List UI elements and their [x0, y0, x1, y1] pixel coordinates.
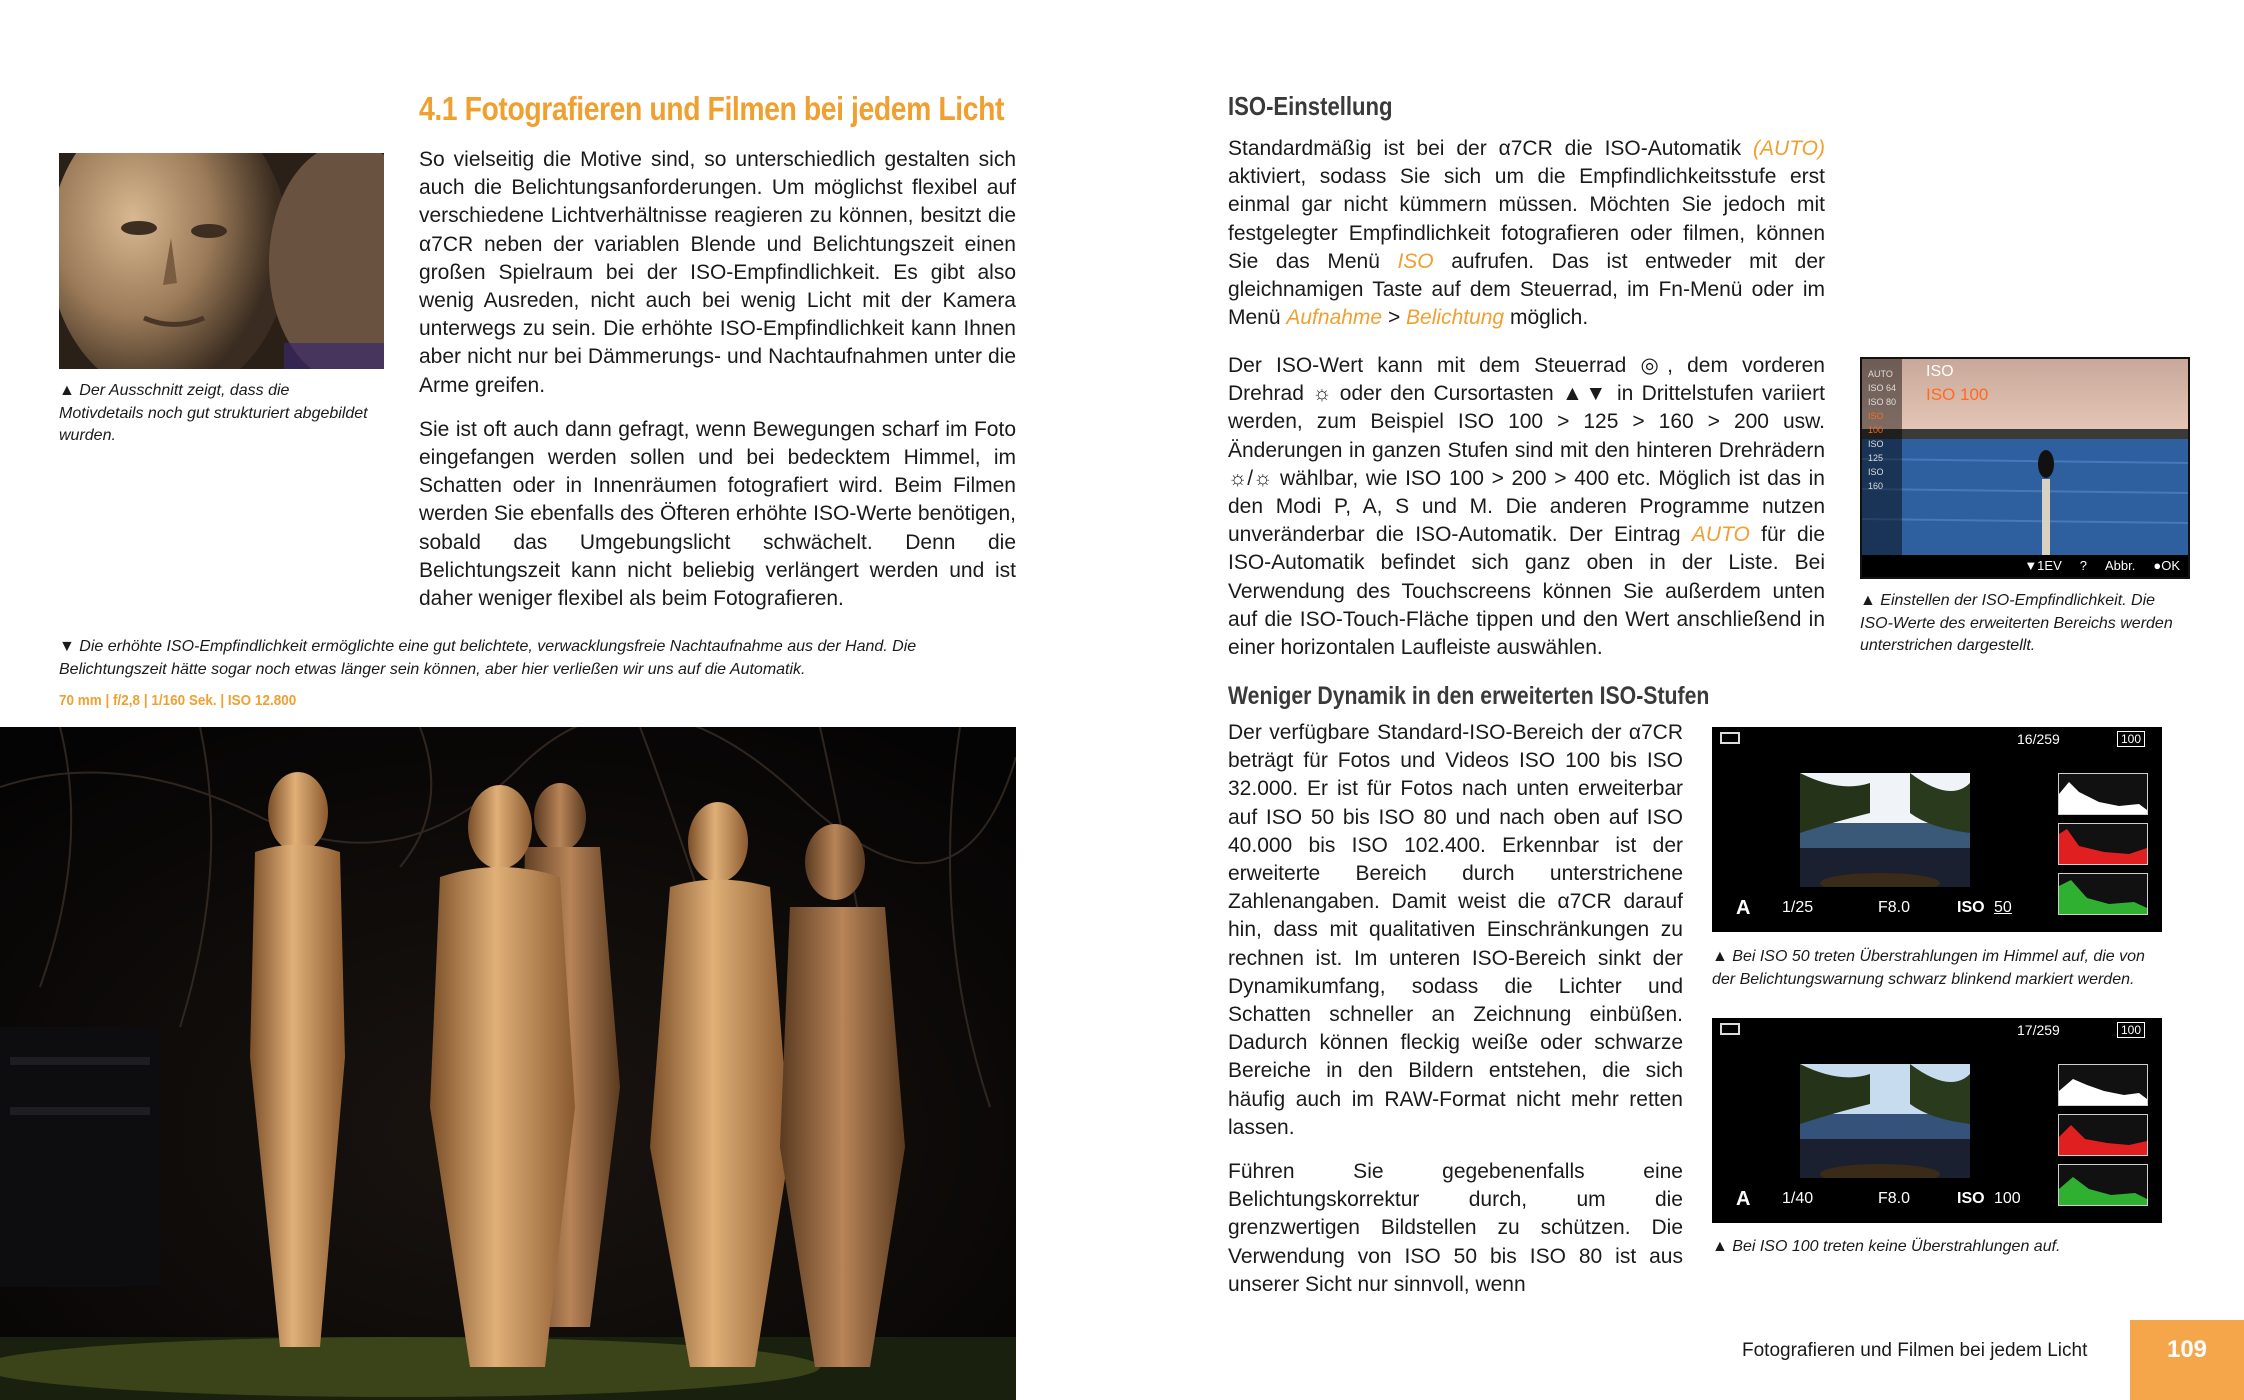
- image-counter: 17/259: [2017, 1022, 2060, 1038]
- iso-body-1: [1228, 135, 1825, 348]
- preview-image: [1800, 1064, 1970, 1178]
- cancel-hint[interactable]: Abbr.: [2105, 558, 2136, 573]
- text-run: aktiviert, sodass Sie sich um die Empfindlichkeitsstufe erst einmal gar nicht kümmern müssen. Möchten Sie jedoch mit festgelegter Empfindlichkeit fotografieren oder filmen, können Sie das Menü: [1228, 165, 1825, 273]
- paragraph: [1228, 352, 1825, 662]
- auto-term: AUTO: [1691, 523, 1750, 547]
- aperture-value: F8.0: [1878, 899, 1911, 916]
- iso-heading: ISO-Einstellung: [1228, 91, 1393, 121]
- help-hint[interactable]: ?: [2079, 558, 2087, 573]
- shutter-speed: 1/40: [1782, 1190, 1814, 1207]
- left-body: [419, 146, 1016, 629]
- exposure-mode: A: [1736, 897, 1751, 919]
- iso-body-2: [1228, 352, 1825, 678]
- photo-caption: ▼ Die erhöhte ISO-Empfindlichkeit ermöglichte eine gut belichtete, verwacklungsfreie Nachtaufnahme aus der Hand. Die Belichtungszeit hätte sogar noch etwas länger sein können, aber hier verließen wir uns auf die Automatik.: [59, 638, 917, 678]
- paragraph: Sie ist oft auch dann gefragt, wenn Bewegungen scharf im Foto eingefangen werden sollen und bei bedecktem Himmel, im Schatten oder in Innenräumen fotografiert wird. Beim Filmen werden Sie ebenfalls des Öfteren erhöhte ISO-Werte benötigen, sobald das Umgebungslicht schwächelt. Denn die Belichtungszeit kann nicht beliebig verlängert werden und ist daher weniger flexibel als beim Fotografieren.: [419, 417, 1016, 611]
- text-run: aufrufen. Das ist entweder mit der gleichnamigen Taste auf dem Steuerrad, im Fn-Menü oder im Menü: [1228, 249, 1825, 330]
- iso-value: 100: [1994, 1190, 2021, 1207]
- ok-hint[interactable]: ●OK: [2153, 558, 2180, 573]
- paragraph: Führen Sie gegebenenfalls eine Belichtungskorrektur durch, um die grenzwertigen Bildstellen zu schützen. Die Verwendung von ISO 50 bis ISO 80 ist aus unserer Sicht nur sinnvoll, wenn: [1228, 1160, 1683, 1296]
- image-counter: 16/259: [2017, 731, 2060, 747]
- page-number: 109: [2130, 1320, 2244, 1400]
- playback-screen-iso100: [1712, 1018, 2162, 1223]
- dynamic-body: [1228, 719, 1683, 1315]
- text-run: möglich.: [1504, 306, 1589, 330]
- iso-menu-title: ISO: [1926, 363, 1954, 380]
- iso-menu-value: ISO 100: [1926, 385, 1989, 404]
- section-heading: 4.1 Fotografieren und Filmen bei jedem Licht: [419, 90, 1005, 127]
- text-run: Der ISO-Wert kann mit dem Steuerrad ◎, dem vorderen Drehrad ☼ oder den Cursortasten ▲▼ in Drittelstufen variiert werden, zum Beispiel ISO 100 > 125 > 160 > 200 usw. Änderungen in ganzen Stufen sind mit den hinteren Drehrädern ☼/☼ wählbar, wie ISO 100 > 200 > 400 etc. Möglich ist das in den Modi P, A, S und M. Die anderen Programme nutzen unveränderbar die ISO-Automatik. Der Eintrag: [1228, 354, 1825, 547]
- statues-photo: [0, 727, 1016, 1400]
- folder-icon: [1720, 732, 1740, 744]
- playback-caption-2: ▲ Bei ISO 100 treten keine Überstrahlungen auf.: [1712, 1238, 2061, 1255]
- iso-value-list: [1868, 367, 1900, 493]
- iso-menu-screen: [1860, 357, 2190, 579]
- playback-caption-1: ▲ Bei ISO 50 treten Überstrahlungen im Himmel auf, die von der Belichtungswarnung schwarz blinkend markiert werden.: [1712, 948, 2145, 988]
- histogram-luminance: [2058, 773, 2148, 815]
- running-title: Fotografieren und Filmen bei jedem Licht: [1742, 1340, 2088, 1361]
- iso-list-item[interactable]: ISO 125: [1868, 439, 1884, 463]
- histogram-red: [2058, 823, 2148, 865]
- folder-icon: [1720, 1023, 1740, 1035]
- shutter-speed: 1/25: [1782, 899, 1814, 916]
- aperture-value: F8.0: [1878, 1190, 1911, 1207]
- paragraph: [1228, 135, 1825, 332]
- iso-term: ISO: [1397, 249, 1434, 273]
- battery-icon: 100: [2117, 731, 2145, 747]
- iso-menu-footer: [1862, 555, 2188, 577]
- iso-list-item[interactable]: AUTO: [1868, 369, 1893, 379]
- iso-list-item[interactable]: ISO 64: [1868, 383, 1897, 393]
- histogram-green: [2058, 873, 2148, 915]
- auto-term: (AUTO): [1753, 137, 1825, 160]
- ev-step-hint[interactable]: ▼1EV: [2024, 558, 2062, 573]
- menu-separator: >: [1382, 306, 1407, 330]
- menu-term-belichtung: Belichtung: [1406, 306, 1505, 330]
- photo-exif: 70 mm | f/2,8 | 1/160 Sek. | ISO 12.800: [59, 692, 297, 709]
- paragraph: Der verfügbare Standard-ISO-Bereich der α7CR beträgt für Fotos und Videos ISO 100 bis ISO 32.000. Er ist für Fotos nach unten erweiterbar auf ISO 50 bis ISO 80 und nach oben auf ISO 40.000 bis ISO 102.400. Erkennbar ist der erweiterte Bereich durch unterstrichene Zahlenangaben. Damit weist die α7CR darauf hin, dass mit qualitativen Einschränkungen zu rechnen ist. Im unteren ISO-Bereich sinkt der Dynamikumfang, sodass die Lichter und Schatten schneller an Zeichnung einbüßen. Dadurch können fleckig weiße oder schwarze Bereiche in den Bildern entstehen, die sich häufig auch im RAW-Format nicht mehr retten lassen.: [1228, 721, 1683, 1139]
- menu-term-aufnahme: Aufnahme: [1286, 306, 1383, 330]
- playback-screen-iso50: [1712, 727, 2162, 932]
- iso-value: 50: [1994, 899, 2012, 916]
- text-run: Standardmäßig ist bei der α7CR die ISO-Automatik: [1228, 137, 1754, 160]
- dynamic-heading: Weniger Dynamik in den erweiterten ISO-Stufen: [1228, 682, 1710, 710]
- histogram-luminance: [2058, 1064, 2148, 1106]
- battery-icon: 100: [2117, 1022, 2145, 1038]
- exposure-mode: A: [1736, 1188, 1751, 1210]
- iso-label: ISO: [1957, 1190, 1985, 1207]
- crop-caption: ▲ Der Ausschnitt zeigt, dass die Motivdetails noch gut strukturiert abgebildet wurden.: [59, 382, 368, 444]
- iso-label: ISO: [1957, 899, 1985, 916]
- preview-image: [1800, 773, 1970, 887]
- paragraph: So vielseitig die Motive sind, so unterschiedlich gestalten sich auch die Belichtungsanforderungen. Um möglichst flexibel auf verschiedene Lichtverhältnisse reagieren zu können, besitzt die α7CR neben der variablen Blende und Belichtungszeit einen großen Spielraum bei der ISO-Empfindlichkeit. Es gibt also wenig Ausreden, nicht auch bei wenig Licht mit der Kamera unterwegs zu sein. Die erhöhte ISO-Empfindlichkeit kann Ihnen aber nicht nur bei Dämmerungs- und Nachtaufnahmen unter die Arme greifen.: [419, 148, 1016, 397]
- histogram-green: [2058, 1164, 2148, 1206]
- iso-list-item[interactable]: ISO 100: [1868, 411, 1884, 435]
- iso-list-item[interactable]: ISO 160: [1868, 467, 1884, 491]
- crop-photo: [59, 153, 384, 369]
- iso-list-item[interactable]: ISO 80: [1868, 397, 1897, 407]
- text-run: für die ISO-Automatik befindet sich ganz oben in der Liste. Bei Verwendung des Touchscreens können Sie außerdem unten auf die ISO-Touch-Fläche tippen und den Wert anschließend in einer horizontalen Laufleiste auswählen.: [1228, 523, 1825, 660]
- histogram-red: [2058, 1114, 2148, 1156]
- iso-screen-caption: ▲ Einstellen der ISO-Empfindlichkeit. Die ISO-Werte des erweiterten Bereichs werden unterstrichen dargestellt.: [1860, 592, 2173, 654]
